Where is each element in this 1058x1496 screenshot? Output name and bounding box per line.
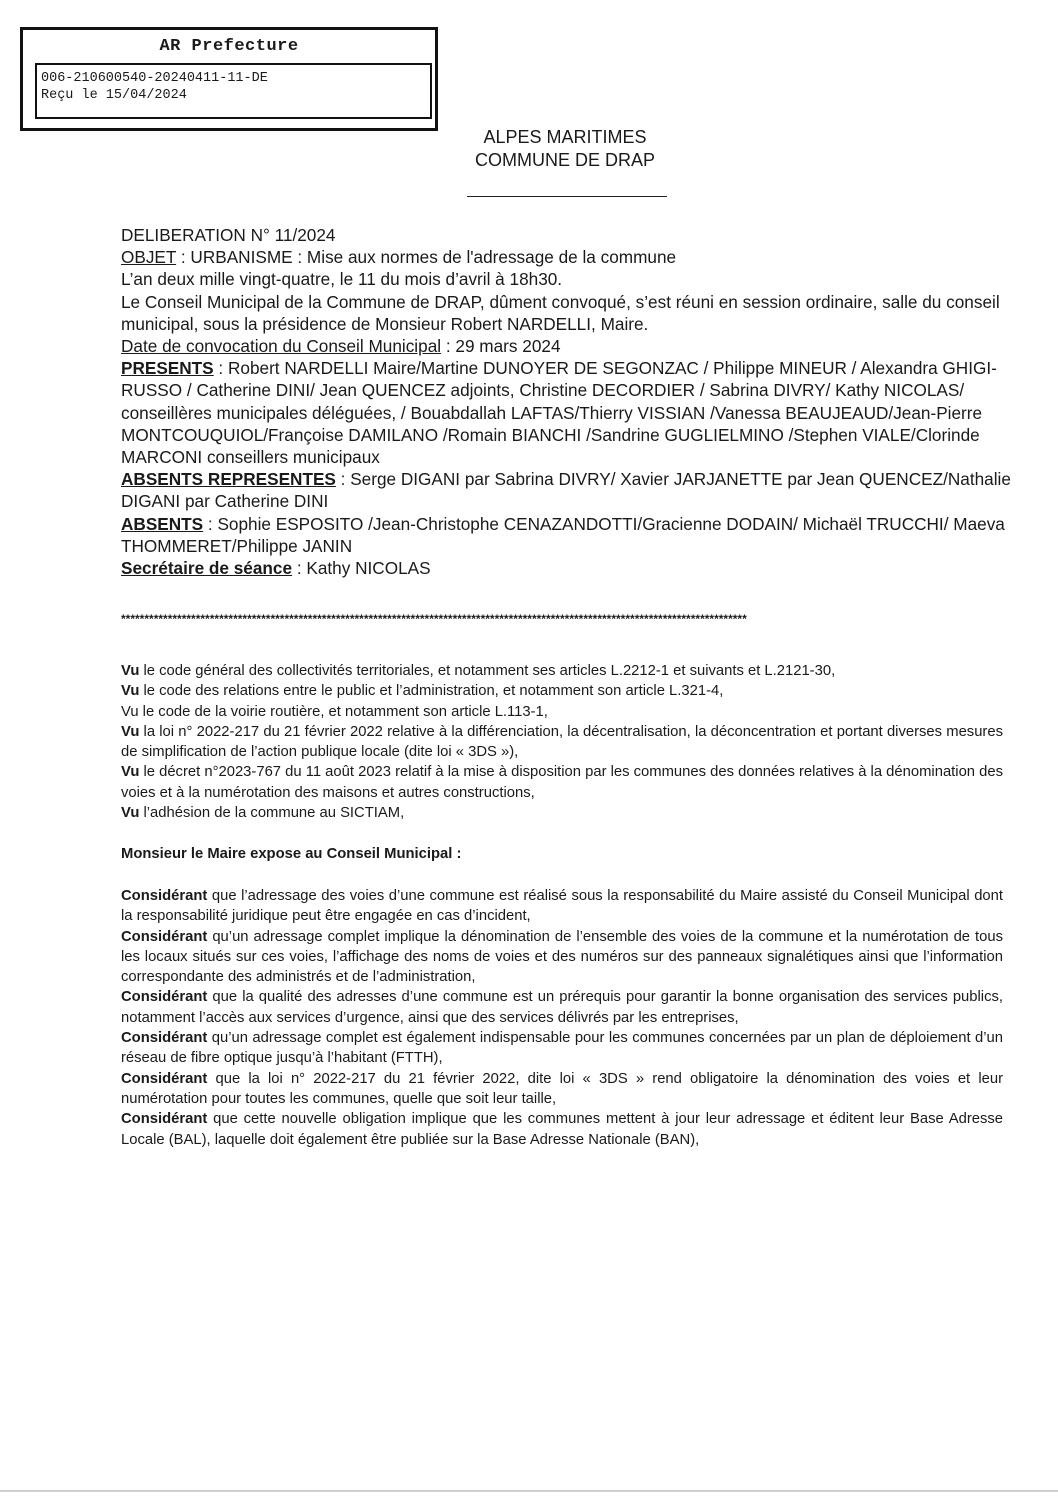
vu-clause bbox=[121, 681, 1003, 701]
presents-text: : Robert NARDELLI Maire/Martine DUNOYER DE SEGONZAC / Philippe MINEUR / Alexandra GHIGI-RUSSO / Catherine DINI/ Jean QUENCEZ adjoints, Christine DECORDIER / Sabrina DIVRY/ Kathy NICOLAS/ conseillères municipales déléguées, / Bouabdallah LAFTAS/Thierry VISSIAN /Vanessa BEAUJEAUD/Jean-Pierre MONTCOUQUIOL/Françoise DAMILANO /Romain BIANCHI /Sandrine GUGLIELMINO /Stephen VIALE/Clorinde MARCONI conseillers municipaux bbox=[121, 358, 997, 468]
vu-clauses bbox=[121, 661, 1003, 823]
considerant-lead: Considérant bbox=[121, 1070, 208, 1087]
vu-text: le décret n°2023-767 du 11 août 2023 relatif à la mise à disposition par les communes des données relatives à la dénomination des voies et à la numérotation des maisons et autres constructions, bbox=[121, 764, 1003, 801]
vu-lead: Vu bbox=[121, 764, 140, 781]
considerant-clause bbox=[121, 1069, 1003, 1110]
vu-text: le code de la voirie routière, et notamment son article L.113-1, bbox=[138, 703, 548, 720]
vu-lead: Vu bbox=[121, 703, 139, 720]
scan-edge-line bbox=[0, 1490, 1058, 1492]
considerant-text: qu’un adressage complet est également indispensable pour les communes concernées par un plan de déploiement d’un réseau de fibre optique jusqu’à l’habitant (FTTH), bbox=[121, 1030, 1003, 1067]
considerant-clause bbox=[121, 987, 1003, 1028]
vu-text: l’adhésion de la commune au SICTIAM, bbox=[139, 805, 405, 822]
represented-label: ABSENTS REPRESENTES bbox=[121, 469, 336, 490]
vu-clause bbox=[121, 722, 1003, 763]
deliberation-number: DELIBERATION N° 11/2024 bbox=[121, 225, 336, 245]
mayor-intro: Monsieur le Maire expose au Conseil Municipal : bbox=[121, 846, 462, 862]
asterisk-separator: ************************************************************************************************************************************** bbox=[121, 612, 747, 626]
considerant-text: qu’un adressage complet implique la dénomination de l’ensemble des voies de la commune et la numérotation de tous les locaux situés sur ces voies, l’affichage des noms de voies et des numéros sur des panneaux signalétiques ainsi que l’information correspondante des administrés et de l’administration, bbox=[121, 928, 1003, 986]
considerant-lead: Considérant bbox=[121, 989, 208, 1006]
header-divider bbox=[467, 196, 667, 197]
considerant-text: que la qualité des adresses d’une commune est un prérequis pour garantir la bonne organisation des services publics, notamment l’accès aux services d’urgence, ainsi que des services délivrés par les entreprises, bbox=[121, 989, 1003, 1026]
prefecture-stamp bbox=[20, 27, 438, 131]
absents-text: : Sophie ESPOSITO /Jean-Christophe CENAZANDOTTI/Gracienne DODAIN/ Michaël TRUCCHI/ Maeva THOMMERET/Philippe JANIN bbox=[121, 513, 1005, 556]
considerant-text: que l’adressage des voies d’une commune est réalisé sous la responsabilité du Maire assisté du Conseil Municipal dont la responsabilité juridique peut être engagée en cas d’incident, bbox=[121, 888, 1003, 925]
secretary-text: : Kathy NICOLAS bbox=[292, 558, 431, 579]
considerant-clauses bbox=[121, 886, 1003, 1150]
vu-clause bbox=[121, 762, 1003, 803]
vu-lead: Vu bbox=[121, 805, 140, 822]
considerant-lead: Considérant bbox=[121, 928, 208, 945]
department-name: ALPES MARITIMES bbox=[483, 127, 647, 147]
considerant-lead: Considérant bbox=[121, 1111, 208, 1128]
secretary-line bbox=[121, 557, 1011, 579]
objet-text: : URBANISME : Mise aux normes de l'adressage de la commune bbox=[176, 247, 677, 268]
stamp-details bbox=[35, 63, 432, 119]
considerant-clause bbox=[121, 886, 1003, 927]
absents-label: ABSENTS bbox=[121, 513, 204, 534]
considerant-clause bbox=[121, 1028, 1003, 1069]
convocation-line bbox=[121, 335, 1011, 357]
vu-lead: Vu bbox=[121, 723, 140, 740]
represented-line bbox=[121, 468, 1011, 512]
stamp-reference: 006-210600540-20240411-11-DE bbox=[41, 71, 268, 86]
vu-clause bbox=[121, 661, 1003, 681]
convocation-text: : 29 mars 2024 bbox=[441, 336, 561, 357]
absents-line bbox=[121, 513, 1011, 557]
considerant-text: que cette nouvelle obligation implique que les communes mettent à jour leur adressage et éditent leur Base Adresse Locale (BAL), laquelle doit également être publiée sur la Base Adresse Nationale (BAN), bbox=[121, 1111, 1003, 1148]
vu-lead: Vu bbox=[121, 663, 140, 679]
deliberation-block bbox=[121, 224, 1011, 579]
considerant-lead: Considérant bbox=[121, 888, 208, 904]
vu-lead: Vu bbox=[121, 683, 140, 700]
considerant-text: que la loi n° 2022-217 du 21 février 2022, dite loi « 3DS » rend obligatoire la dénomination des voies et leur numérotation pour toutes les communes, quelle que soit leur taille, bbox=[121, 1070, 1003, 1107]
presents-label: PRESENTS bbox=[121, 358, 214, 379]
vu-text: la loi n° 2022-217 du 21 février 2022 relative à la différenciation, la décentralisation, la déconcentration et portant diverses mesures de simplification de l’action publique locale (dite loi « 3DS »), bbox=[121, 723, 1003, 761]
vu-clause bbox=[121, 702, 1003, 722]
considerant-lead: Considérant bbox=[121, 1030, 208, 1047]
vu-clause bbox=[121, 803, 1003, 823]
convocation-label: Date de convocation du Conseil Municipal bbox=[121, 336, 442, 357]
stamp-received-date: Reçu le 15/04/2024 bbox=[41, 88, 187, 103]
considerant-clause bbox=[121, 1109, 1003, 1150]
represented-text: : Serge DIGANI par Sabrina DIVRY/ Xavier JARJANETTE par Jean QUENCEZ/Nathalie DIGANI par Catherine DINI bbox=[121, 469, 1011, 512]
date-line: L’an deux mille vingt-quatre, le 11 du mois d’avril à 18h30. bbox=[121, 269, 563, 290]
secretary-label: Secrétaire de séance bbox=[121, 558, 293, 579]
presents-line bbox=[121, 357, 1011, 468]
considerant-clause bbox=[121, 927, 1003, 988]
objet-line bbox=[121, 246, 1011, 268]
commune-name: COMMUNE DE DRAP bbox=[474, 150, 655, 170]
vu-text: le code général des collectivités territoriales, et notamment ses articles L.2212-1 et suivants et L.2121-30, bbox=[139, 663, 836, 679]
document-header bbox=[420, 126, 710, 172]
stamp-title: AR Prefecture bbox=[159, 37, 299, 56]
vu-text: le code des relations entre le public et l’administration, et notamment son article L.321-4, bbox=[139, 683, 724, 700]
council-line: Le Conseil Municipal de la Commune de DRAP, dûment convoqué, s’est réuni en session ordinaire, salle du conseil municipal, sous la présidence de Monsieur Robert NARDELLI, Maire. bbox=[121, 291, 1000, 334]
objet-label: OBJET bbox=[121, 247, 177, 268]
